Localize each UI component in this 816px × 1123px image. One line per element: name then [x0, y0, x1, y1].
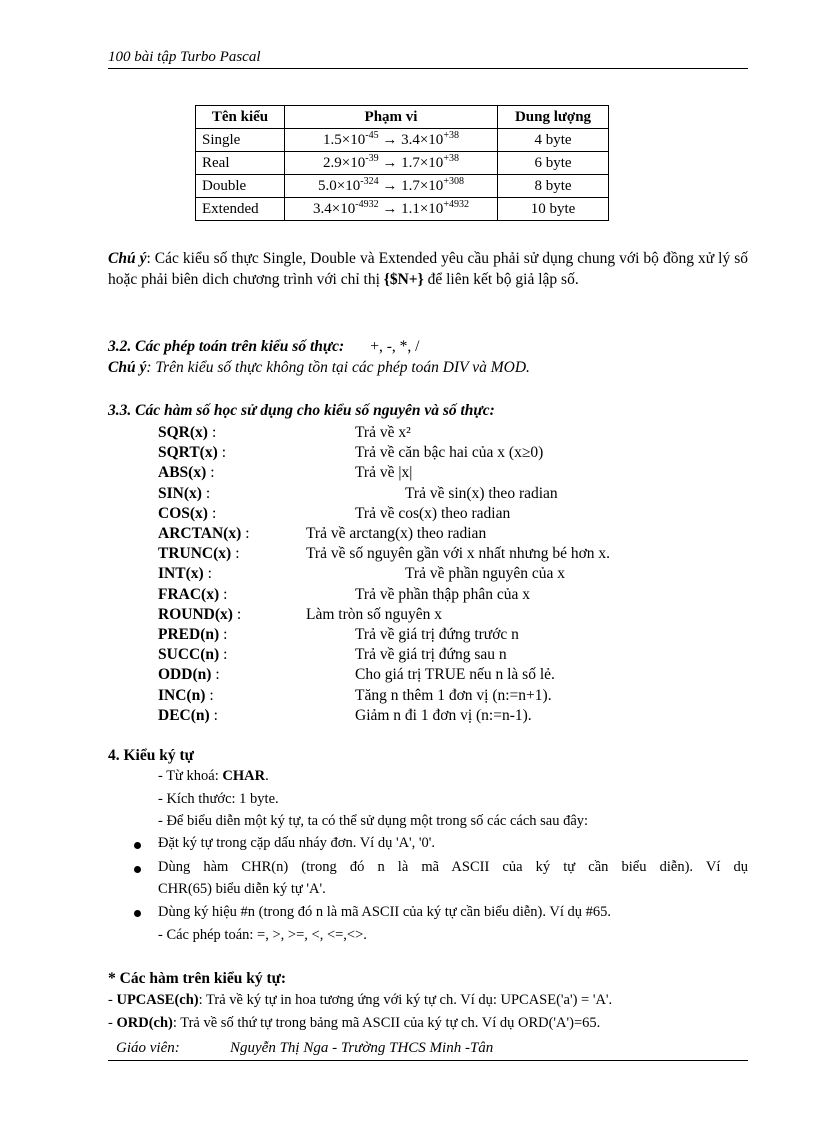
- type-name: Single: [196, 129, 285, 152]
- type-range: $3.4\times 10^{-4932} \to 1.1\times 10^{+4932}$: [285, 198, 498, 221]
- function-name: SIN(x) :: [158, 485, 211, 502]
- char-size-line: - Kích thước: 1 byte.: [158, 791, 279, 807]
- function-name: SQRT(x) :: [158, 444, 227, 461]
- type-name: Extended: [196, 198, 285, 221]
- bullet-2-text-line2: CHR(65) biểu diễn ký tự 'A'.: [158, 881, 326, 897]
- table-row: [196, 198, 609, 221]
- function-name: INT(x) :: [158, 565, 212, 582]
- upcase-line: - UPCASE(ch): Trả về ký tự in hoa tương ứng với ký tự ch. Ví dụ: UPCASE('a') = 'A'.: [108, 992, 613, 1008]
- function-name: PRED(n) :: [158, 626, 228, 643]
- function-description: Cho giá trị TRUE nếu n là số lẻ.: [355, 666, 555, 683]
- ord-line: - ORD(ch): Trả về số thứ tự trong bảng mã ASCII của ký tự ch. Ví dụ ORD('A')=65.: [108, 1015, 601, 1031]
- section-3-3-heading: 3.3. Các hàm số học sử dụng cho kiểu số nguyên và số thực:: [108, 402, 495, 419]
- type-size: 6 byte: [498, 152, 609, 175]
- type-range: $5.0\times 10^{-324} \to 1.7\times 10^{+308}$: [285, 175, 498, 198]
- char-keyword-line: - Từ khoá: CHAR.: [158, 768, 269, 784]
- type-range: $2.9\times 10^{-39} \to 1.7\times 10^{+38}$: [285, 152, 498, 175]
- function-name: ROUND(x) :: [158, 606, 242, 623]
- col-header-range: Phạm vi: [285, 106, 498, 129]
- type-size: 10 byte: [498, 198, 609, 221]
- function-name: FRAC(x) :: [158, 586, 228, 603]
- function-description: Trả về arctang(x) theo radian: [306, 525, 487, 542]
- table-row: [196, 129, 609, 152]
- note-real-types: Chú ý: Các kiểu số thực Single, Double và Extended yêu cầu phải sử dụng chung với bộ đồng xử lý số hoặc phải biên dich chương trình với chỉ thị {$N+} để liên kết bộ giả lập số.: [108, 250, 748, 288]
- function-name: SQR(x) :: [158, 424, 217, 441]
- function-description: Trả về |x|: [355, 464, 413, 481]
- function-description: Tăng n thêm 1 đơn vị (n:=n+1).: [355, 687, 552, 704]
- bullet-1-text: Đặt ký tự trong cặp dấu nháy đơn. Ví dụ 'A', '0'.: [158, 835, 436, 851]
- table-row: [196, 152, 609, 175]
- function-description: Trả về phần nguyên của x: [405, 565, 565, 582]
- type-range: $1.5\times 10^{-45} \to 3.4\times 10^{+38}$: [285, 129, 498, 152]
- table-row: [196, 175, 609, 198]
- function-description: Trả về sin(x) theo radian: [405, 485, 558, 502]
- function-name: ABS(x) :: [158, 464, 215, 481]
- char-ops-line: - Các phép toán: =, >, >=, <, <=,<>.: [158, 927, 367, 943]
- function-description: Trả về số nguyên gần với x nhất nhưng bé hơn x.: [306, 545, 611, 562]
- footer-rule: [108, 1060, 748, 1061]
- col-header-type: Tên kiểu: [196, 106, 285, 129]
- bullet-icon: [134, 842, 141, 849]
- table-header-row: [196, 106, 609, 129]
- section-3-2-note: Chú ý: Trên kiểu số thực không tồn tại các phép toán DIV và MOD.: [108, 359, 530, 376]
- function-name: TRUNC(x) :: [158, 545, 240, 562]
- bullet-2-text-line1: Dùng hàm CHR(n) (trong đó n là mã ASCII của ký tự cần biểu diễn). Ví dụ: [158, 859, 748, 875]
- function-name: ODD(n) :: [158, 666, 220, 683]
- section-4-heading: 4. Kiểu ký tự: [108, 747, 194, 764]
- function-description: Trả về x²: [355, 424, 411, 441]
- header-title: 100 bài tập Turbo Pascal: [108, 49, 261, 65]
- footer-teacher: Nguyễn Thị Nga - Trường THCS Minh -Tân: [230, 1040, 494, 1056]
- footer-label: Giáo viên:: [116, 1040, 180, 1056]
- function-name: DEC(n) :: [158, 707, 218, 724]
- function-name: ARCTAN(x) :: [158, 525, 250, 542]
- char-funcs-heading: * Các hàm trên kiểu ký tự:: [108, 970, 287, 987]
- type-size: 4 byte: [498, 129, 609, 152]
- function-name: SUCC(n) :: [158, 646, 228, 663]
- real-types-table: [195, 105, 609, 221]
- function-description: Trả về giá trị đứng sau n: [355, 646, 507, 663]
- function-description: Giảm n đi 1 đơn vị (n:=n-1).: [355, 707, 532, 724]
- type-size: 8 byte: [498, 175, 609, 198]
- function-description: Trả về căn bậc hai của x (x≥0): [355, 444, 544, 461]
- function-description: Trả về cos(x) theo radian: [355, 505, 511, 522]
- bullet-icon: [134, 866, 141, 873]
- col-header-size: Dung lượng: [498, 106, 609, 129]
- header-rule: [108, 68, 748, 69]
- type-name: Real: [196, 152, 285, 175]
- section-3-2-heading: 3.2. Các phép toán trên kiểu số thực: +, -, *, /: [108, 338, 420, 355]
- function-name: INC(n) :: [158, 687, 214, 704]
- function-description: Làm tròn số nguyên x: [306, 606, 443, 623]
- function-name: COS(x) :: [158, 505, 217, 522]
- bullet-3-text: Dùng ký hiệu #n (trong đó n là mã ASCII của ký tự cần biểu diễn). Ví dụ #65.: [158, 904, 611, 920]
- type-name: Double: [196, 175, 285, 198]
- function-description: Trả về phần thập phân của x: [355, 586, 531, 603]
- char-intro-line: - Để biểu diễn một ký tự, ta có thể sử dụng một trong số các cách sau đây:: [158, 813, 589, 829]
- function-description: Trả về giá trị đứng trước n: [355, 626, 519, 643]
- bullet-icon: [134, 910, 141, 917]
